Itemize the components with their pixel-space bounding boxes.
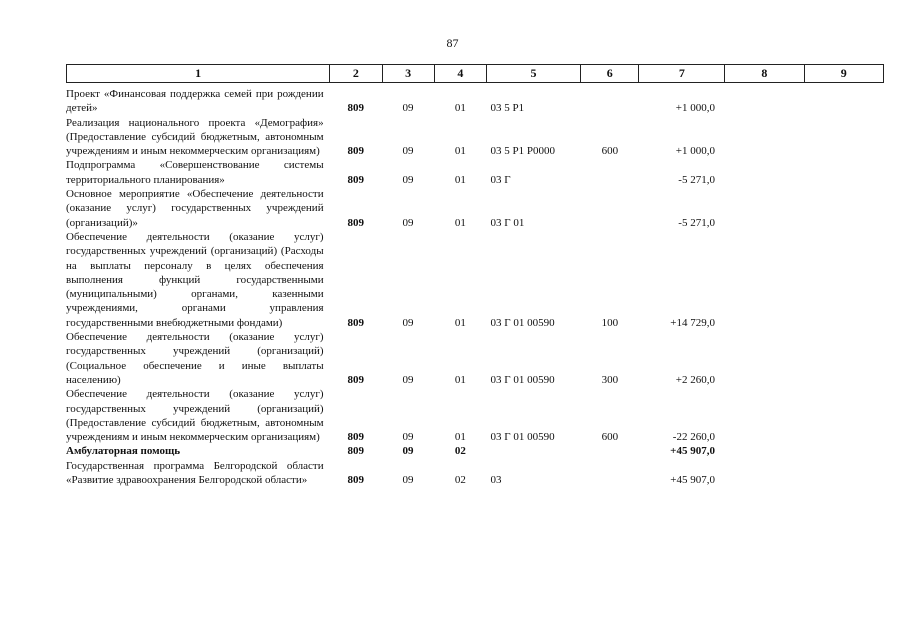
cell-section: 09 bbox=[402, 316, 414, 329]
cell-expense-type: 600 bbox=[601, 431, 619, 444]
cell-admin-code: 809 bbox=[347, 373, 364, 386]
cell-col8 bbox=[725, 187, 804, 230]
cell-expense-type bbox=[581, 158, 640, 187]
cell-amount: +45 907,0 bbox=[670, 474, 715, 487]
cell-section: 09 bbox=[402, 102, 414, 115]
cell-col9 bbox=[804, 116, 884, 159]
cell-target-article: 03 bbox=[490, 474, 502, 487]
cell-amount: -22 260,0 bbox=[672, 431, 715, 444]
row-description: Государственная программа Белгородской области «Развитие здравоохранения Белгородской области» bbox=[66, 459, 324, 487]
cell-amount: +1 000,0 bbox=[675, 145, 715, 158]
cell-col8 bbox=[725, 387, 804, 444]
header-col-7: 7 bbox=[639, 65, 725, 83]
cell-section: 09 bbox=[402, 145, 414, 158]
cell-col8 bbox=[725, 230, 804, 330]
table-row bbox=[66, 387, 884, 444]
cell-col9 bbox=[804, 87, 884, 116]
cell-admin-code: 809 bbox=[347, 316, 364, 329]
cell-amount: +45 907,0 bbox=[670, 445, 715, 458]
cell-col8 bbox=[725, 116, 804, 159]
table-row bbox=[66, 230, 884, 330]
cell-col9 bbox=[804, 230, 884, 330]
column-number-header bbox=[66, 64, 884, 83]
cell-admin-code: 809 bbox=[347, 102, 364, 115]
row-description: Проект «Финансовая поддержка семей при рождении детей» bbox=[66, 88, 324, 115]
cell-col9 bbox=[804, 459, 884, 488]
cell-target-article bbox=[486, 444, 580, 458]
cell-expense-type bbox=[581, 459, 640, 488]
row-description: Основное мероприятие «Обеспечение деятельности (оказание услуг) государственных учреждений (организаций)» bbox=[66, 188, 324, 229]
row-description: Обеспечение деятельности (оказание услуг) государственных учреждений (организаций) (Предоставление субсидий бюджетным, автономным учреждениям и иным некоммерческим организациям) bbox=[66, 388, 324, 444]
table-row bbox=[66, 158, 884, 187]
cell-amount: -5 271,0 bbox=[678, 216, 715, 229]
row-description: Реализация национального проекта «Демография» (Предоставление субсидий бюджетным, автономным учреждениям и иным некоммерческим организациям) bbox=[66, 116, 324, 158]
cell-subsection: 01 bbox=[454, 145, 466, 158]
cell-target-article: 03 Г 01 00590 bbox=[490, 373, 555, 386]
header-col-4: 4 bbox=[434, 65, 486, 83]
cell-expense-type bbox=[581, 187, 640, 230]
cell-subsection: 01 bbox=[454, 431, 466, 444]
cell-col9 bbox=[804, 387, 884, 444]
cell-amount: +1 000,0 bbox=[675, 102, 715, 115]
cell-amount: +2 260,0 bbox=[675, 373, 715, 386]
cell-expense-type: 600 bbox=[601, 145, 619, 158]
cell-expense-type: 300 bbox=[601, 373, 619, 386]
cell-col8 bbox=[725, 444, 804, 458]
table-row bbox=[66, 187, 884, 230]
cell-subsection: 01 bbox=[454, 102, 466, 115]
cell-target-article: 03 5 Р1 Р0000 bbox=[490, 145, 555, 158]
cell-section: 09 bbox=[402, 445, 414, 458]
table-row bbox=[66, 87, 884, 116]
header-col-6: 6 bbox=[580, 65, 639, 83]
cell-amount: -5 271,0 bbox=[678, 173, 715, 186]
cell-admin-code: 809 bbox=[347, 445, 364, 458]
row-description: Подпрограмма «Совершенствование системы территориального планирования» bbox=[66, 159, 324, 186]
cell-admin-code: 809 bbox=[347, 216, 364, 229]
cell-col9 bbox=[804, 444, 884, 458]
cell-target-article: 03 5 Р1 bbox=[490, 102, 525, 115]
table-row bbox=[66, 444, 884, 458]
cell-col8 bbox=[725, 459, 804, 488]
header-col-8: 8 bbox=[725, 65, 804, 83]
cell-admin-code: 809 bbox=[347, 474, 364, 487]
cell-expense-type: 100 bbox=[601, 316, 619, 329]
header-col-1: 1 bbox=[67, 65, 330, 83]
cell-col8 bbox=[725, 158, 804, 187]
cell-section: 09 bbox=[402, 373, 414, 386]
table-row bbox=[66, 330, 884, 387]
header-col-3: 3 bbox=[382, 65, 434, 83]
cell-subsection: 01 bbox=[454, 373, 466, 386]
budget-table bbox=[66, 87, 884, 487]
row-description: Обеспечение деятельности (оказание услуг) государственных учреждений (организаций) (Социальное обеспечение и иные выплаты населению) bbox=[66, 331, 324, 386]
cell-section: 09 bbox=[402, 173, 414, 186]
cell-section: 09 bbox=[402, 431, 414, 444]
cell-admin-code: 809 bbox=[347, 431, 364, 444]
table-body bbox=[66, 87, 884, 487]
row-description: Амбулаторная помощь bbox=[66, 445, 181, 458]
cell-col9 bbox=[804, 330, 884, 387]
table-row bbox=[66, 116, 884, 159]
cell-subsection: 01 bbox=[454, 216, 466, 229]
cell-col9 bbox=[804, 187, 884, 230]
cell-expense-type bbox=[581, 444, 640, 458]
cell-subsection: 01 bbox=[454, 173, 466, 186]
cell-target-article: 03 Г 01 00590 bbox=[490, 316, 555, 329]
cell-subsection: 01 bbox=[454, 316, 466, 329]
cell-target-article: 03 Г 01 00590 bbox=[490, 431, 555, 444]
cell-subsection: 02 bbox=[454, 474, 466, 487]
cell-admin-code: 809 bbox=[347, 173, 364, 186]
cell-amount: +14 729,0 bbox=[670, 316, 715, 329]
cell-expense-type bbox=[581, 87, 640, 116]
cell-target-article: 03 Г 01 bbox=[490, 216, 525, 229]
cell-col8 bbox=[725, 330, 804, 387]
cell-section: 09 bbox=[402, 216, 414, 229]
header-col-9: 9 bbox=[804, 65, 883, 83]
header-col-2: 2 bbox=[330, 65, 382, 83]
cell-admin-code: 809 bbox=[347, 145, 364, 158]
cell-col8 bbox=[725, 87, 804, 116]
cell-section: 09 bbox=[402, 474, 414, 487]
header-col-5: 5 bbox=[486, 65, 580, 83]
cell-col9 bbox=[804, 158, 884, 187]
page-number: 87 bbox=[446, 36, 459, 50]
row-description: Обеспечение деятельности (оказание услуг) государственных учреждений (организаций) (Расходы на выплаты персоналу в целях обеспечения выполнения функций государственными (муниципальными) органами, казенными учреждениями, органами управления государственными внебюджетными фондами) bbox=[66, 230, 324, 329]
cell-subsection: 02 bbox=[454, 445, 466, 458]
cell-target-article: 03 Г bbox=[490, 173, 511, 186]
table-row bbox=[66, 459, 884, 488]
